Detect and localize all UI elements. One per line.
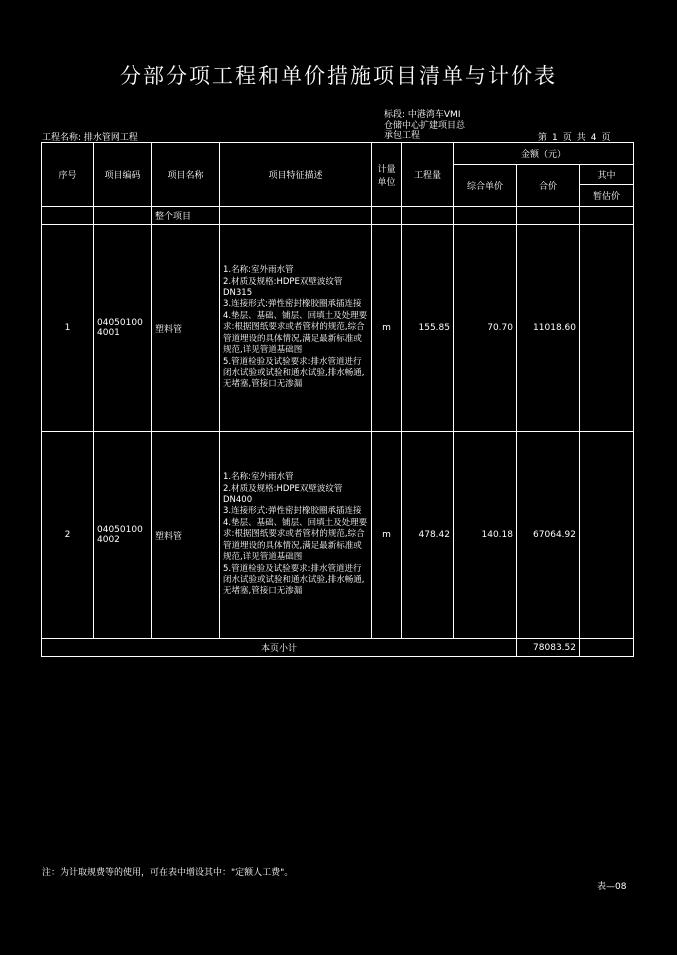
header-seq: 序号 <box>42 143 94 207</box>
section-label: 整个项目 <box>152 207 220 225</box>
header-amount: 金额（元） <box>454 143 634 165</box>
page-total: 4 <box>590 133 597 143</box>
header-unit: 计量单位 <box>372 143 402 207</box>
subtotal-value: 78083.52 <box>517 639 580 657</box>
header-unit-price: 综合单价 <box>454 165 517 207</box>
header-code: 项目编码 <box>94 143 152 207</box>
pricing-table <box>41 142 634 657</box>
row-features <box>220 225 372 432</box>
feature-line: 1.名称:室外雨水管 <box>223 472 294 483</box>
feature-line: 2.材质及规格:HDPE双壁波纹管DN400 <box>223 483 343 506</box>
feature-line: 4.垫层、基础、铺层、回填土及处理要求:根据图纸要求或者管材的规范,综合管道埋设的具体情况,满足最新标准或规范,详见管道基础图 <box>223 517 368 563</box>
feature-line: 3.连接形式:弹性密封橡胶圈承插连接 <box>223 506 362 517</box>
row-total: 11018.60 <box>517 225 580 432</box>
row-name: 塑料管 <box>152 225 220 432</box>
feature-line: 5.管道检验及试验要求:排水管道进行闭水试验或试验和通水试验,排水畅通,无堵塞,管接口无渗漏 <box>223 356 365 390</box>
footnote: 注：为计取规费等的使用，可在表中增设其中："定额人工费"。 <box>42 868 294 878</box>
row-unit: m <box>372 225 402 432</box>
row-provisional <box>580 225 634 432</box>
bid-section-line2: 仓储中心扩建项目总 <box>384 121 466 131</box>
header-feature: 项目特征描述 <box>220 143 372 207</box>
page-of: 第 <box>538 133 548 143</box>
row-unit: m <box>372 432 402 639</box>
page-title: 分部分项工程和单价措施项目清单与计价表 <box>120 64 557 88</box>
table-row <box>42 432 634 639</box>
page-total-word: 共 <box>576 133 586 143</box>
row-unit-price: 140.18 <box>454 432 517 639</box>
row-code: 040501004002 <box>94 432 152 639</box>
header-of-which: 其中 <box>580 165 634 185</box>
feature-line: 4.垫层、基础、铺层、回填土及处理要求:根据图纸要求或者管材的规范,综合管道埋设的具体情况,满足最新标准或规范,详见管道基础图 <box>223 310 368 356</box>
row-qty: 478.42 <box>402 432 454 639</box>
row-name: 塑料管 <box>152 432 220 639</box>
header-name: 项目名称 <box>152 143 220 207</box>
header-total: 合价 <box>517 165 580 207</box>
page-word: 页 <box>562 133 572 143</box>
form-number: 表—08 <box>597 882 627 892</box>
header-qty: 工程量 <box>402 143 454 207</box>
row-features <box>220 432 372 639</box>
subtotal-label: 本页小计 <box>42 639 517 657</box>
feature-line: 3.连接形式:弹性密封橡胶圈承插连接 <box>223 299 362 310</box>
row-provisional <box>580 432 634 639</box>
header-provisional: 暂估价 <box>580 185 634 207</box>
page-end: 页 <box>601 133 611 143</box>
bid-section: 标段: 中港湾车VMI <box>384 110 461 120</box>
row-qty: 155.85 <box>402 225 454 432</box>
feature-line: 5.管道检验及试验要求:排水管道进行闭水试验或试验和通水试验,排水畅通,无堵塞,管接口无渗漏 <box>223 563 365 597</box>
feature-line: 1.名称:室外雨水管 <box>223 265 294 276</box>
row-unit-price: 70.70 <box>454 225 517 432</box>
row-seq: 2 <box>42 432 94 639</box>
row-total: 67064.92 <box>517 432 580 639</box>
project-name: 工程名称: 排水管网工程 <box>42 133 138 143</box>
table-row <box>42 225 634 432</box>
feature-line: 2.材质及规格:HDPE双壁波纹管DN315 <box>223 276 343 299</box>
bid-section-line3: 承包工程 <box>384 131 421 141</box>
subtotal-row <box>42 639 634 657</box>
row-seq: 1 <box>42 225 94 432</box>
page-current: 1 <box>552 133 558 143</box>
row-code: 040501004001 <box>94 225 152 432</box>
